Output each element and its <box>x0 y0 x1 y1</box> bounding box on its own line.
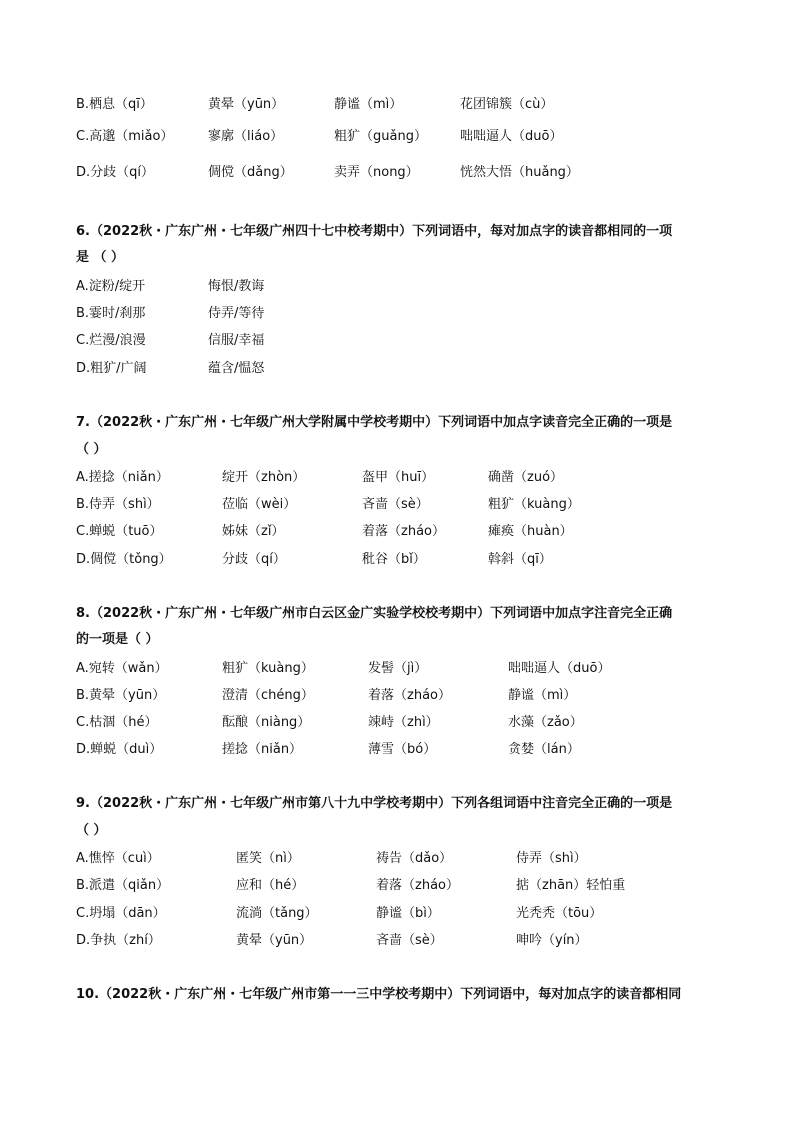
option-word: 祷告（dǎo） <box>376 851 453 866</box>
option-word: 静谧（mì） <box>508 688 577 703</box>
option-word: C.蝉蜕（tuō） <box>76 524 163 539</box>
option-word: 贪婪（lán） <box>508 742 580 757</box>
option-word: 竦峙（zhì） <box>368 715 439 730</box>
q9-stem: 9.（2022秋・广东广州・七年级广州市第八十九中学校考期中）下列各组词语中注音完全正确的一项是 <box>76 796 673 811</box>
q8-stem: 8.（2022秋・广东广州・七年级广州市白云区金广实验学校校考期中）下列词语中加点字注音完全正确 <box>76 606 673 621</box>
option-word: C.烂漫/浪漫 <box>76 333 146 348</box>
option-word: B.霎时/刹那 <box>76 306 146 321</box>
option-word: B.栖息（qī） <box>76 97 153 112</box>
option-word: 粗犷（kuàng） <box>222 661 314 676</box>
option-word: D.分歧（qí） <box>76 165 155 180</box>
option-word: C.高邈（miǎo） <box>76 129 174 144</box>
option-word: 倜傥（dǎng） <box>208 165 293 180</box>
q9-stem-continued: （ ） <box>76 823 107 838</box>
option-word: 着落（zháo） <box>362 524 445 539</box>
option-word: 分歧（qí） <box>222 552 286 567</box>
option-word: A.宛转（wǎn） <box>76 661 168 676</box>
option-word: 匿笑（nì） <box>236 851 300 866</box>
option-word: 搓捻（niǎn） <box>222 742 303 757</box>
option-word: D.倜傥（tǒng） <box>76 552 172 567</box>
option-word: 姊妹（zǐ） <box>222 524 285 539</box>
option-word: 粗犷（guǎng） <box>334 129 427 144</box>
option-word: C.坍塌（dān） <box>76 906 166 921</box>
option-word: B.侍弄（shì） <box>76 497 160 512</box>
option-word: 吝啬（sè） <box>362 497 429 512</box>
option-word: 静谧（bì） <box>376 906 440 921</box>
option-word: A.憔悴（cuì） <box>76 851 160 866</box>
option-word: 粗犷（kuàng） <box>488 497 580 512</box>
option-word: 花团锦簇（cù） <box>460 97 554 112</box>
q8-stem-continued: 的一项是（ ） <box>76 632 159 647</box>
option-word: B.黄晕（yūn） <box>76 688 166 703</box>
option-word: 信服/幸福 <box>208 333 265 348</box>
option-word: 着落（zháo） <box>376 878 459 893</box>
option-word: 酝酿（niàng） <box>222 715 311 730</box>
q10-stem: 10.（2022秋・广东广州・七年级广州市第一一三中学校考期中）下列词语中，每对加点字的读音都相同 <box>76 987 682 1002</box>
option-word: 卖弄（nong） <box>334 165 419 180</box>
option-word: A.搓捻（niǎn） <box>76 470 169 485</box>
option-word: 掂（zhān）轻怕重 <box>516 878 626 893</box>
option-word: 绽开（zhòn） <box>222 470 306 485</box>
option-word: 薄雪（bó） <box>368 742 437 757</box>
option-word: 咄咄逼人（duō） <box>508 661 611 676</box>
option-word: 盔甲（huī） <box>362 470 435 485</box>
option-word: 侍弄（shì） <box>516 851 587 866</box>
option-word: 蕴含/愠怒 <box>208 361 265 376</box>
option-word: 寥廓（liáo） <box>208 129 284 144</box>
option-word: 光秃秃（tōu） <box>516 906 603 921</box>
option-word: 侍弄/等待 <box>208 306 265 321</box>
option-word: 秕谷（bǐ） <box>362 552 426 567</box>
option-word: 黄晕（yūn） <box>236 933 313 948</box>
option-word: A.淀粉/绽开 <box>76 279 146 294</box>
option-word: 应和（hé） <box>236 878 305 893</box>
option-word: 静谧（mì） <box>334 97 403 112</box>
option-word: D.蝉蜕（duì） <box>76 742 163 757</box>
option-word: 水藻（zǎo） <box>508 715 583 730</box>
option-word: 莅临（wèi） <box>222 497 297 512</box>
option-word: 着落（zháo） <box>368 688 451 703</box>
q7-stem: 7.（2022秋・广东广州・七年级广州大学附属中学校考期中）下列词语中加点字读音完全正确的一项是 <box>76 415 673 430</box>
q7-stem-continued: （ ） <box>76 442 107 457</box>
option-word: D.争执（zhí） <box>76 933 161 948</box>
option-word: 斡斜（qī） <box>488 552 552 567</box>
q6-stem-continued: 是 （ ） <box>76 250 125 265</box>
option-word: 呻吟（yín） <box>516 933 588 948</box>
option-word: 黄晕（yūn） <box>208 97 285 112</box>
option-word: 瘫痪（huàn） <box>488 524 573 539</box>
option-word: 咄咄逼人（duō） <box>460 129 563 144</box>
option-word: 恍然大悟（huǎng） <box>460 165 579 180</box>
option-word: D.粗犷/广阔 <box>76 361 147 376</box>
option-word: 吝啬（sè） <box>376 933 443 948</box>
option-word: 悔恨/教诲 <box>208 279 265 294</box>
option-word: 流淌（tǎng） <box>236 906 318 921</box>
option-word: 澄清（chéng） <box>222 688 314 703</box>
option-word: 确凿（zuó） <box>488 470 564 485</box>
option-word: B.派遣（qiǎn） <box>76 878 170 893</box>
q6-stem: 6.（2022秋・广东广州・七年级广州四十七中校考期中）下列词语中，每对加点字的读音都相同的一项 <box>76 224 673 239</box>
option-word: 发髻（jì） <box>368 661 428 676</box>
option-word: C.枯涸（hé） <box>76 715 158 730</box>
